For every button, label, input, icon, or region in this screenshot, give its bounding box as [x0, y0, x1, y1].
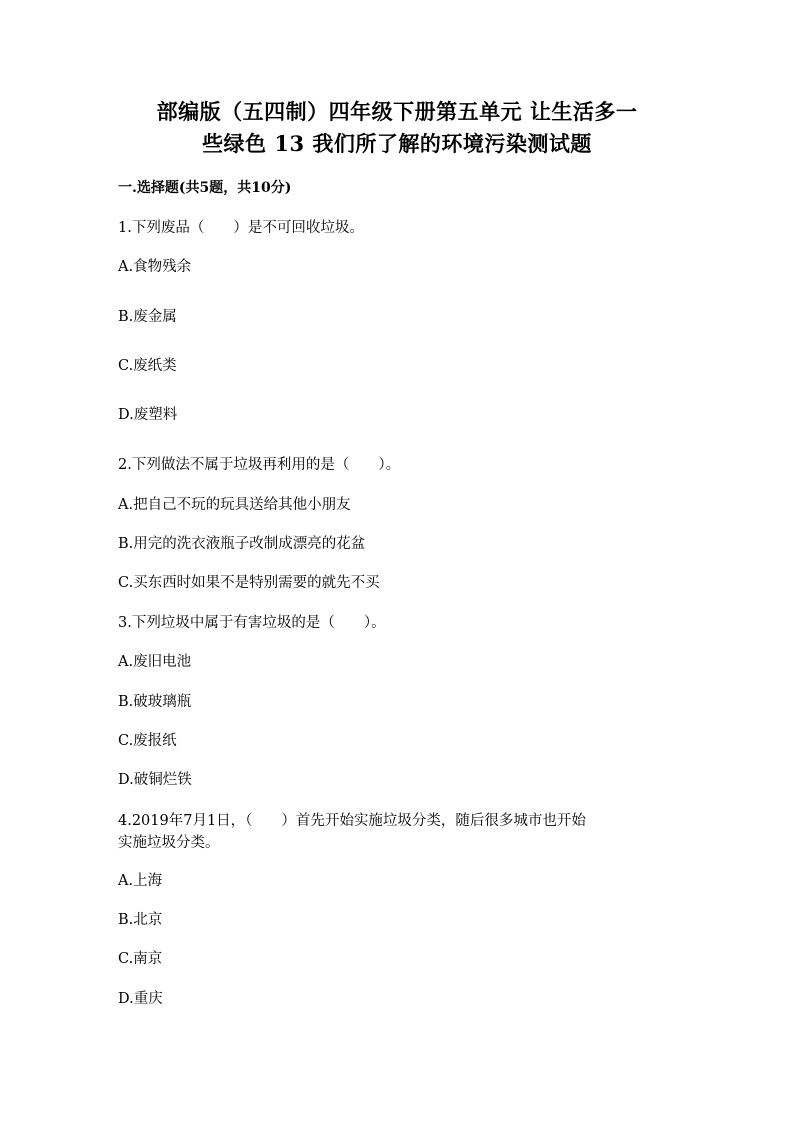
question-2-option-a: A.把自己不玩的玩具送给其他小朋友 [118, 497, 351, 513]
question-4-option-a: A.上海 [118, 873, 163, 889]
question-4-option-d: D.重庆 [118, 991, 163, 1007]
question-3-option-c: C.废报纸 [118, 733, 177, 749]
question-1: 1.下列废品（ ）是不可回收垃圾。 [118, 220, 364, 236]
question-2-option-c: C.买东西时如果不是特别需要的就先不买 [118, 575, 380, 591]
question-1-option-b: B.废金属 [118, 309, 177, 325]
question-3-option-b: B.破玻璃瓶 [118, 694, 192, 710]
question-4-line-1: 4.2019年7月1日，（ ）首先开始实施垃圾分类，随后很多城市也开始 [118, 813, 586, 829]
question-1-option-d: D.废塑料 [118, 407, 178, 423]
question-4-line-2: 实施垃圾分类。 [118, 835, 220, 851]
question-3: 3.下列垃圾中属于有害垃圾的是（ ）。 [118, 615, 386, 631]
question-3-option-d: D.破铜烂铁 [118, 772, 192, 788]
section-heading: 一.选择题(共5题，共10分) [118, 180, 292, 196]
question-1-option-c: C.废纸类 [118, 358, 177, 374]
question-2: 2.下列做法不属于垃圾再利用的是（ ）。 [118, 457, 401, 473]
question-4-option-b: B.北京 [118, 912, 163, 928]
question-3-option-a: A.废旧电池 [118, 654, 192, 670]
document-title-line-2: 些绿色 13 我们所了解的环境污染测试题 [202, 131, 592, 156]
question-1-option-a: A.食物残余 [118, 259, 192, 275]
document-title-line-1: 部编版（五四制）四年级下册第五单元 让生活多一 [156, 99, 638, 124]
question-4-option-c: C.南京 [118, 951, 163, 967]
question-2-option-b: B.用完的洗衣液瓶子改制成漂亮的花盆 [118, 536, 366, 552]
